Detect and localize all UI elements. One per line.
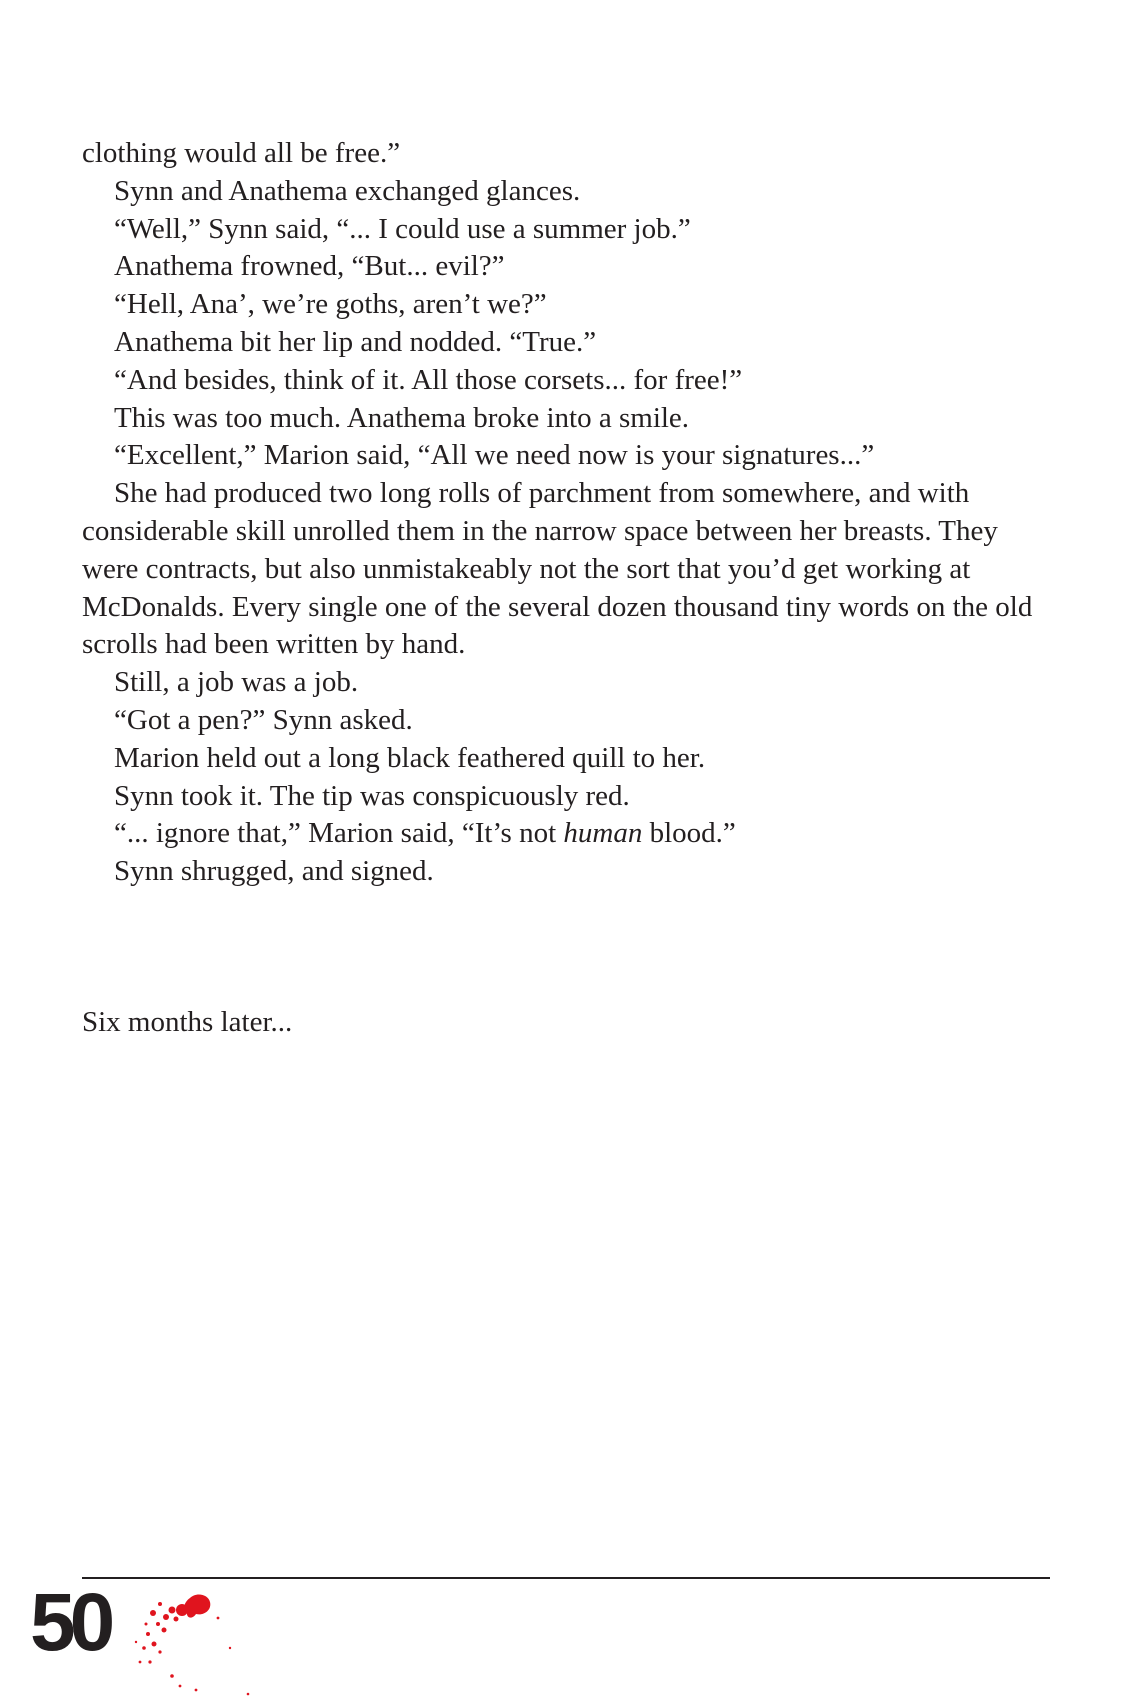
paragraph: Anathema frowned, “But... evil?” [114, 250, 505, 283]
paragraph: clothing would all be free.” [82, 137, 401, 169]
paragraph: “Got a pen?” Synn asked. [114, 703, 413, 736]
paragraph: “Well,” Synn said, “... I could use a summer job.” [114, 212, 691, 245]
paragraph: “Hell, Ana’, we’re goths, aren’t we?” [114, 288, 547, 321]
page-number: 50 [30, 1577, 110, 1668]
paragraph: Synn and Anathema exchanged glances. [114, 174, 581, 207]
paragraph: Still, a job was a job. [114, 666, 359, 699]
section-break-text: Six months later... [82, 1006, 293, 1038]
paragraph: “Excellent,” Marion said, “All we need now is your signatures...” [114, 439, 875, 472]
blood-splatter-icon [130, 1590, 280, 1700]
paragraph: She had produced two long rolls of parchment from somewhere, and with considerable skill unrolled them in the narrow space between her breasts. They were contracts, but also unmistakeably not the sort that you’d get working at McDonalds. Every single one of the several dozen thousand tiny words on the old scrolls had been written by hand. [82, 477, 1033, 661]
paragraph: Marion held out a long black feathered quill to her. [114, 741, 706, 774]
italic-emphasis: human [563, 817, 643, 850]
closing-paragraph: Synn shrugged, and signed. [114, 855, 434, 888]
paragraph: “And besides, think of it. All those corsets... for free!” [114, 363, 743, 396]
italic-line-before: “... ignore that,” Marion said, “It’s not [114, 817, 564, 850]
footer-rule [82, 1577, 1050, 1579]
body-text [82, 135, 1057, 891]
paragraph: Anathema bit her lip and nodded. “True.” [114, 325, 597, 358]
italic-line-after: blood.” [642, 817, 736, 850]
paragraph: This was too much. Anathema broke into a smile. [114, 401, 690, 434]
paragraph: Synn took it. The tip was conspicuously red. [114, 779, 630, 812]
paragraph-with-italic [82, 815, 1057, 853]
